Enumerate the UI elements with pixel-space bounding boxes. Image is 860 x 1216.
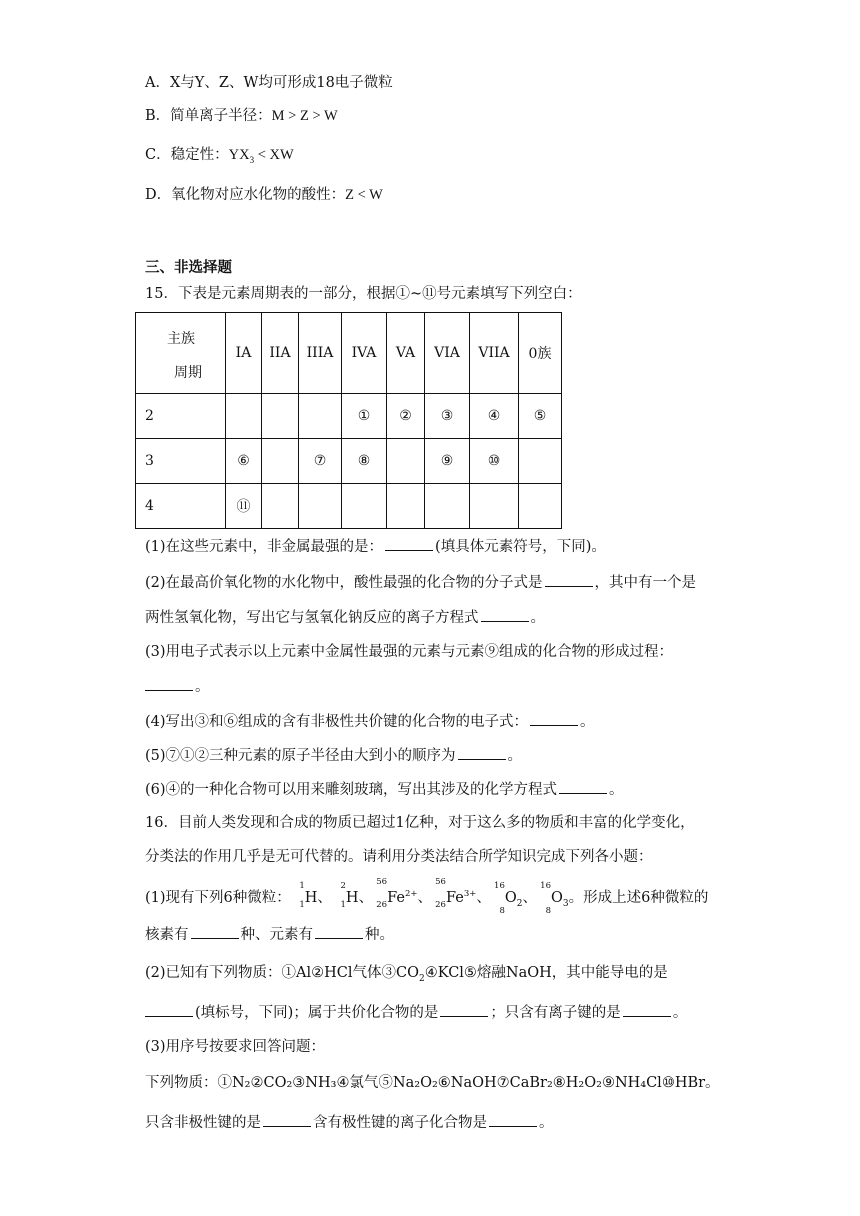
- table-row: [136, 439, 562, 484]
- table-cell: [262, 394, 299, 439]
- question-text: 含有极性键的离子化合物是: [313, 1115, 487, 1131]
- separator: 、: [358, 889, 374, 906]
- q15-part6: [145, 779, 624, 800]
- question-text: 形成上述6种微粒的: [583, 889, 709, 906]
- question-text: (4)写出③和⑥组成的含有非极性共价键的化合物的电子式：: [145, 714, 529, 730]
- table-cell: [299, 394, 342, 439]
- q16-part1-line2: [145, 924, 394, 945]
- formula-subscript: 3: [249, 154, 255, 165]
- q15-part4: [145, 711, 595, 732]
- answer-blank[interactable]: [263, 1112, 311, 1127]
- answer-blank[interactable]: [458, 745, 506, 760]
- q15-part5: [145, 745, 522, 766]
- question-text: (2)在最高价氧化物的水化物中，酸性最强的化合物的分子式是: [145, 575, 543, 591]
- element-symbol: O: [504, 889, 517, 906]
- question-text: (填标号，下同)；属于共价化合物的是: [195, 1005, 439, 1021]
- question-text: 。: [530, 610, 545, 626]
- q15-part3-line1: [145, 642, 673, 662]
- option-b: [145, 106, 338, 126]
- option-formula: M > Z > W: [271, 108, 338, 124]
- table-cell: ④: [470, 394, 519, 439]
- nuclide: [340, 880, 359, 910]
- q15-part3-line2: [145, 676, 210, 697]
- answer-blank[interactable]: [545, 572, 593, 587]
- answer-blank[interactable]: [489, 1112, 537, 1127]
- q15-part1: [145, 536, 606, 557]
- answer-blank[interactable]: [440, 1002, 488, 1017]
- separator: 。: [568, 889, 584, 906]
- table-cell: [519, 484, 562, 529]
- element-symbol: H: [345, 889, 359, 906]
- formula-subscript: 2: [516, 898, 523, 909]
- formula-subscript: 3: [562, 898, 569, 909]
- element-symbol: Fe: [387, 889, 405, 906]
- option-text: 简单离子半径：: [170, 108, 272, 124]
- group-header: IIA: [262, 313, 299, 394]
- q15-part2-line2: [145, 607, 545, 628]
- table-cell: ⑥: [226, 439, 262, 484]
- option-text: 氧化物对应水化物的酸性：: [171, 187, 346, 203]
- element-symbol: H: [304, 889, 318, 906]
- group-header: VIIA: [470, 313, 519, 394]
- question-text: 种。: [365, 927, 394, 943]
- question-text: ，其中有一个是: [594, 575, 697, 591]
- atomic-number: 8: [499, 905, 505, 916]
- atomic-number: 26: [435, 899, 446, 910]
- mass-number: 56: [435, 877, 446, 887]
- question-text: (填具体元素符号，下同)。: [435, 539, 606, 555]
- table-cell: [387, 484, 425, 529]
- table-cell: [299, 484, 342, 529]
- question-text: 。: [507, 748, 523, 764]
- formula-yx: YX: [228, 147, 250, 163]
- formula-subscript: 2: [419, 973, 425, 984]
- option-label: C．: [145, 147, 171, 163]
- option-label: A．: [145, 75, 170, 91]
- option-c: [145, 145, 294, 170]
- question-text: 。: [539, 1115, 554, 1131]
- question-text: 下列物质：: [145, 1075, 218, 1091]
- atomic-number: 1: [340, 899, 346, 910]
- q16-part3-answers: [145, 1112, 554, 1133]
- option-text: 稳定性：: [170, 147, 229, 163]
- nuclide: [376, 877, 418, 910]
- mass-number: 56: [376, 877, 388, 887]
- table-cell: ⑪: [226, 484, 262, 529]
- mass-number: 16: [494, 880, 505, 891]
- table-cell: [470, 484, 519, 529]
- q15-part2-line1: [145, 572, 696, 593]
- option-text: X与Y、Z、W均可形成18电子微粒: [169, 75, 393, 91]
- nuclide: [540, 880, 569, 916]
- separator: 、: [476, 889, 491, 906]
- table-cell: ②: [387, 394, 425, 439]
- q16-substances: [145, 1073, 720, 1093]
- question-text: 。: [672, 1005, 688, 1021]
- table-cell: ⑤: [519, 394, 562, 439]
- q16-stem-line1: 16．目前人类发现和合成的物质已超过1亿种，对于这么多的物质和丰富的化学变化，: [145, 815, 695, 831]
- ion-charge: 3+: [463, 889, 477, 899]
- table-cell: [262, 484, 299, 529]
- question-text: (1)在这些元素中，非金属最强的是：: [145, 539, 384, 555]
- question-text: 。: [195, 679, 210, 695]
- section-title: 三、非选择题: [145, 259, 232, 276]
- answer-blank[interactable]: [623, 1002, 671, 1017]
- period-label: 4: [136, 484, 226, 529]
- question-text: 只含非极性键的是: [145, 1115, 261, 1131]
- separator: 、: [522, 889, 537, 906]
- group-header: IIIA: [299, 313, 342, 394]
- formula-xw: < XW: [254, 147, 294, 163]
- mass-number: 1: [299, 880, 305, 891]
- corner-top-label: 主族: [167, 331, 195, 347]
- table-cell: ⑦: [299, 439, 342, 484]
- table-cell: [262, 439, 299, 484]
- q16-part3: (3)用序号按要求回答问题：: [145, 1039, 326, 1055]
- q16-part2-line2: [145, 1002, 687, 1023]
- answer-blank[interactable]: [191, 924, 239, 939]
- answer-blank[interactable]: [145, 1002, 193, 1017]
- nuclide: [494, 880, 523, 916]
- table-corner: [136, 313, 226, 394]
- question-text: 两性氢氧化物，写出它与氢氧化钠反应的离子方程式: [145, 610, 479, 626]
- mass-number: 2: [340, 880, 346, 891]
- q16-part1: [145, 877, 709, 916]
- question-text: 。: [580, 714, 595, 730]
- element-symbol: O: [550, 889, 563, 906]
- nuclide: [299, 880, 318, 910]
- answer-blank[interactable]: [559, 779, 607, 794]
- atomic-number: 1: [299, 899, 305, 910]
- separator: 、: [417, 889, 432, 906]
- q16-part2-line1: [145, 963, 668, 989]
- substance-list: ①N₂②CO₂③NH₃④氯气⑤Na₂O₂⑥NaOH⑦CaBr₂⑧H₂O₂⑨NH₄Cl⑩HBr。: [217, 1075, 720, 1091]
- option-formula: Z < W: [345, 187, 383, 203]
- group-header: VIA: [425, 313, 470, 394]
- table-cell: [425, 484, 470, 529]
- table-row: [136, 484, 562, 529]
- table-header-row: [136, 313, 562, 394]
- mass-number: 16: [540, 880, 551, 891]
- question-text: ；只含有离子键的是: [490, 1005, 621, 1021]
- table-cell: ①: [342, 394, 387, 439]
- option-d: [145, 185, 383, 205]
- question-text: 。: [609, 782, 624, 798]
- q16-stem-line2: 分类法的作用几乎是无可代替的。请利用分类法结合所学知识完成下列各小题：: [145, 849, 653, 865]
- table-cell: [342, 484, 387, 529]
- question-text: 种、元素有: [240, 927, 313, 943]
- ion-charge: 2+: [404, 889, 418, 899]
- table-cell: [387, 439, 425, 484]
- question-text: (5)⑦①②三种元素的原子半径由大到小的顺序为: [145, 748, 456, 764]
- question-text: (1)现有下列6种微粒：: [145, 889, 291, 906]
- question-text: (3)用电子式表示以上元素中金属性最强的元素与元素⑨组成的化合物的形成过程：: [145, 644, 674, 660]
- periodic-table: [135, 312, 562, 529]
- table-cell: ⑨: [425, 439, 470, 484]
- answer-blank[interactable]: [315, 924, 363, 939]
- group-header: VA: [387, 313, 425, 394]
- element-symbol: Fe: [445, 889, 464, 906]
- answer-blank[interactable]: [481, 607, 529, 622]
- option-label: B．: [145, 108, 171, 124]
- option-a: [145, 73, 393, 93]
- table-cell: [226, 394, 262, 439]
- group-header: IVA: [342, 313, 387, 394]
- table-cell: ③: [425, 394, 470, 439]
- table-cell: ⑩: [470, 439, 519, 484]
- answer-blank[interactable]: [385, 536, 433, 551]
- answer-blank[interactable]: [530, 711, 578, 726]
- group-header: IA: [226, 313, 262, 394]
- option-label: D．: [145, 187, 172, 203]
- question-text: (2)已知有下列物质：①Al②HCl气体③CO: [145, 965, 420, 981]
- separator: 、: [317, 889, 332, 906]
- atomic-number: 8: [545, 905, 551, 916]
- question-text: ④KCl⑤熔融NaOH，其中能导电的是: [424, 965, 668, 981]
- question-text: 核素有: [145, 927, 189, 943]
- answer-blank[interactable]: [145, 676, 193, 691]
- nuclide: [435, 877, 477, 910]
- table-cell: [519, 439, 562, 484]
- period-label: 2: [136, 394, 226, 439]
- corner-bottom-label: 周期: [174, 365, 202, 381]
- table-cell: ⑧: [342, 439, 387, 484]
- q15-stem: 15．下表是元素周期表的一部分，根据①~⑪号元素填写下列空白：: [145, 286, 582, 302]
- question-text: (6)④的一种化合物可以用来雕刻玻璃，写出其涉及的化学方程式: [145, 782, 558, 798]
- group-header: 0族: [519, 313, 562, 394]
- period-label: 3: [136, 439, 226, 484]
- atomic-number: 26: [376, 899, 388, 910]
- table-row: [136, 394, 562, 439]
